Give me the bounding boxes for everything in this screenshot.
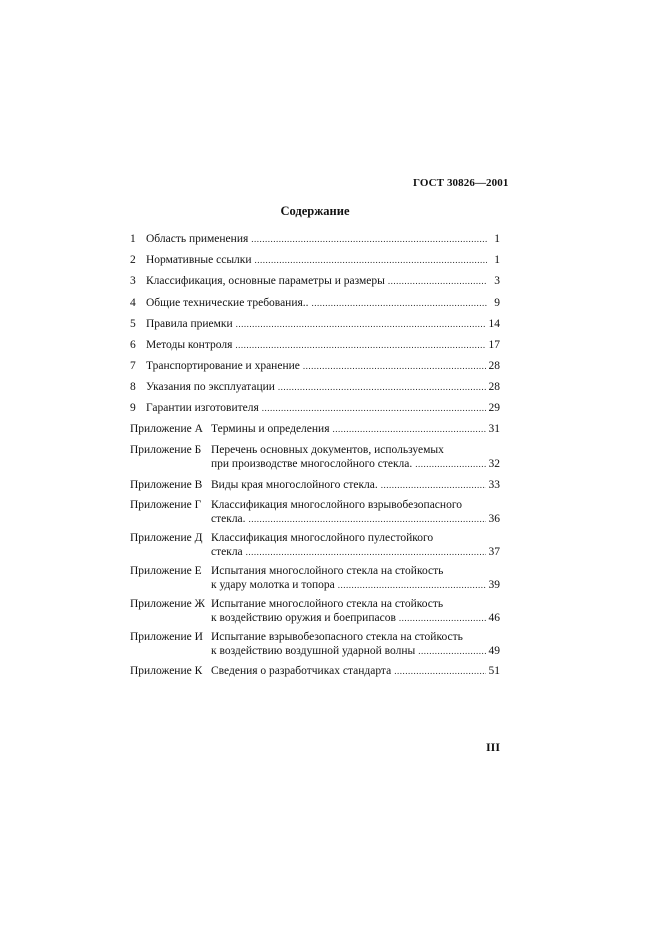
appendix-title-cont: к воздействию воздушной ударной волны [211, 645, 416, 657]
appendix-title: Классификация многослойного взрывобезопасного [211, 499, 462, 511]
dot-leader [333, 422, 486, 436]
appendix-prefix: Приложение Е [130, 565, 202, 577]
page-ref: 29 [488, 402, 500, 414]
toc-entry-section-9[interactable] [130, 401, 500, 415]
toc-entry-section-8[interactable] [130, 380, 500, 394]
page-ref: 9 [494, 297, 500, 309]
section-title: Нормативные ссылки [146, 254, 252, 266]
section-title: Общие технические требования.. [146, 297, 309, 309]
dot-leader [255, 253, 487, 267]
toc-entry-appendix-d[interactable] [130, 531, 500, 559]
dot-leader [251, 232, 487, 246]
toc-entry-appendix-i[interactable] [130, 630, 500, 658]
appendix-prefix: Приложение В [130, 479, 203, 491]
toc-entry-section-4[interactable] [130, 296, 500, 310]
dot-leader [246, 545, 486, 559]
appendix-title-cont: стекла [211, 546, 243, 558]
appendix-prefix: Приложение Г [130, 499, 202, 511]
appendix-prefix: Приложение Б [130, 444, 202, 456]
dot-leader [338, 578, 486, 592]
toc-entry-section-6[interactable] [130, 338, 500, 352]
appendix-title: Классификация многослойного пулестойкого [211, 532, 434, 544]
appendix-title-cont: при производстве многослойного стекла. [211, 458, 413, 470]
appendix-title: Сведения о разработчиках стандарта [211, 665, 392, 677]
dot-leader [262, 401, 486, 415]
page-ref: 49 [488, 645, 500, 657]
appendix-prefix: Приложение А [130, 423, 203, 435]
dot-leader [312, 296, 487, 310]
page-ref: 1 [494, 254, 500, 266]
section-number: 2 [130, 254, 136, 266]
toc-entry-appendix-e[interactable] [130, 564, 500, 592]
section-number: 8 [130, 381, 136, 393]
dot-leader [303, 359, 486, 373]
toc-entry-appendix-v[interactable] [130, 478, 500, 492]
section-number: 9 [130, 402, 136, 414]
section-title: Правила приемки [146, 318, 233, 330]
page-ref: 3 [494, 275, 500, 287]
appendix-title-cont: к удару молотка и топора [211, 579, 335, 591]
toc-entry-section-3[interactable] [130, 274, 500, 288]
section-number: 4 [130, 297, 136, 309]
section-title: Указания по эксплуатации [146, 381, 275, 393]
appendix-prefix: Приложение И [130, 631, 203, 643]
toc-entry-appendix-g[interactable] [130, 498, 500, 526]
appendix-prefix: Приложение К [130, 665, 203, 677]
toc-entry-appendix-zh[interactable] [130, 597, 500, 625]
appendix-title-cont: стекла. [211, 513, 246, 525]
page-ref: 46 [488, 612, 500, 624]
dot-leader [278, 380, 486, 394]
toc-entry-appendix-k[interactable] [130, 664, 500, 678]
appendix-title: Испытание многослойного стекла на стойкость [211, 598, 444, 610]
page-ref: 32 [488, 458, 500, 470]
dot-leader [388, 274, 487, 288]
appendix-title: Испытания многослойного стекла на стойкость [211, 565, 444, 577]
section-title: Методы контроля [146, 339, 233, 351]
section-title: Классификация, основные параметры и размеры [146, 275, 385, 287]
dot-leader [415, 457, 485, 471]
toc-entry-section-1[interactable] [130, 232, 500, 246]
dot-leader [418, 644, 485, 658]
page-ref: 28 [488, 360, 500, 372]
toc-title: Содержание [280, 204, 350, 218]
page-ref: 36 [488, 513, 500, 525]
toc-entry-section-2[interactable] [130, 253, 500, 267]
dot-leader [394, 664, 485, 678]
section-number: 6 [130, 339, 136, 351]
appendix-prefix: Приложение Ж [130, 598, 205, 610]
appendix-title: Термины и определения [211, 423, 330, 435]
appendix-title: Перечень основных документов, используемых [211, 444, 444, 456]
page-ref: 33 [488, 479, 500, 491]
page-ref: 17 [488, 339, 500, 351]
section-title: Транспортирование и хранение [146, 360, 300, 372]
appendix-title-cont: к воздействию оружия и боеприпасов [211, 612, 396, 624]
dot-leader [235, 338, 485, 352]
section-number: 1 [130, 233, 136, 245]
toc-entry-section-5[interactable] [130, 317, 500, 331]
section-number: 7 [130, 360, 136, 372]
page-ref: 1 [494, 233, 500, 245]
page-ref: 51 [488, 665, 500, 677]
dot-leader [236, 317, 486, 331]
section-title: Область применения [146, 233, 249, 245]
section-number: 3 [130, 275, 136, 287]
page-ref: 14 [488, 318, 500, 330]
section-title: Гарантии изготовителя [146, 402, 259, 414]
toc-entry-appendix-a[interactable] [130, 422, 500, 436]
page-ref: 39 [488, 579, 500, 591]
standard-code: ГОСТ 30826—2001 [413, 177, 509, 189]
section-number: 5 [130, 318, 136, 330]
toc-entry-appendix-b[interactable] [130, 443, 500, 471]
page-ref: 37 [488, 546, 500, 558]
page-ref: 28 [488, 381, 500, 393]
dot-leader [249, 512, 486, 526]
toc-entry-section-7[interactable] [130, 359, 500, 373]
page-number: III [486, 740, 501, 754]
dot-leader [399, 611, 486, 625]
appendix-title: Испытание взрывобезопасного стекла на стойкость [211, 631, 463, 643]
appendix-title: Виды края многослойного стекла. [211, 479, 378, 491]
page-ref: 31 [488, 423, 500, 435]
appendix-prefix: Приложение Д [130, 532, 203, 544]
dot-leader [381, 478, 486, 492]
